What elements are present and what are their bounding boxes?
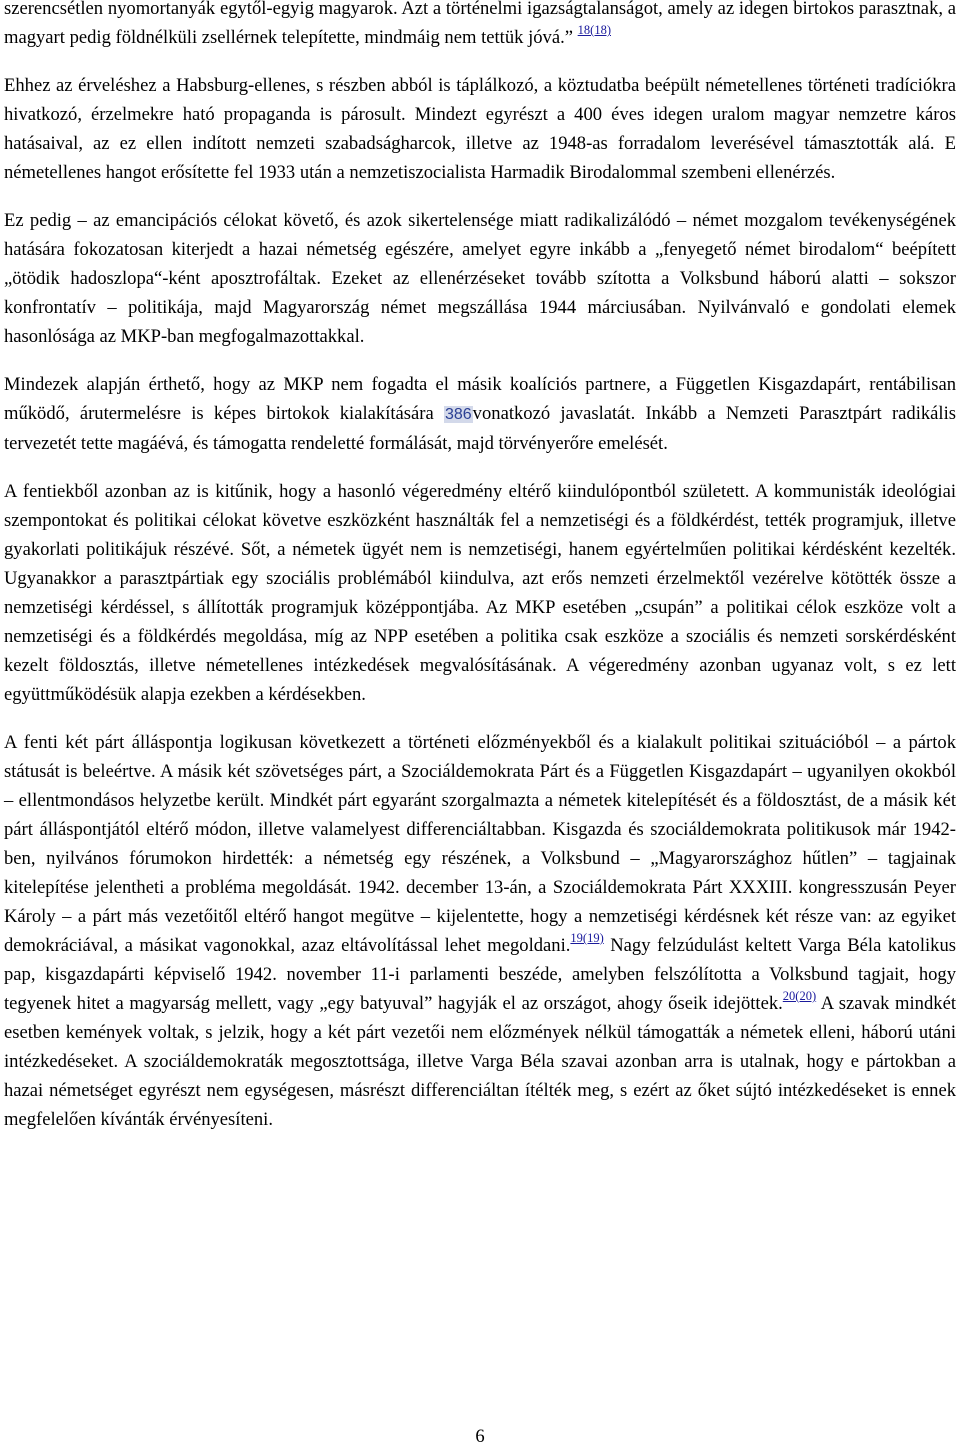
highlighted-number: 386 <box>444 406 472 423</box>
footnote-link-18[interactable]: 18(18) <box>577 23 611 37</box>
paragraph-text: szerencsétlen nyomortanyák egytől-egyig magyarok. Azt a történelmi igazságtalanságot, amely az idegen birtokos parasztnak, a magyart pedig földnélküli zsellérnek telepítette, mindmáig nem tettük jóvá.” <box>4 0 956 48</box>
paragraph-3: Ez pedig – az emancipációs célokat követő, és azok sikertelensége miatt radikalizálódó – német mozgalom tevékenységének hatására fokozatosan kiterjedt a hazai németség egészére, amelyet egyre inkább a „fenyegető német birodalom“ beépített „ötödik hadoszlopa“-ként aposztrofáltak. Ezeket az ellenérzéseket tovább szította a Volksbund háború alatti – sokszor konfrontatív – politikája, majd Magyarország német megszállása 1944 márciusában. Nyilvánvaló e gondolati elemek hasonlósága az MKP-ban megfogalmazottakkal. <box>4 210 956 347</box>
paragraph-text: A fenti két párt álláspontja logikusan következett a történeti előzményekből és a kialakult politikai szituációból – a pártok státusát is beleértve. A másik két szövetséges párt, a Szociáldemokrata Párt és a Független Kisgazdapárt – ugyanilyen okokból – ellentmondásos helyzetbe került. Mindkét párt egyaránt szorgalmazta a németek kitelepítését és a földosztást, de a másik két párt álláspontjától eltérő módon, illetve valamelyest differenciáltabban. Kisgazda és szociáldemokrata politikusok már 1942-ben, nyilvános fórumokon hirdették: a németség egy részének, a Volksbund – „Magyarországhoz hűtlen” – tagjainak kitelepítése jelentheti a probléma megoldását. 1942. december 13-án, a Szociáldemokrata Párt XXXIII. kongresszusán Peyer Károly – a párt más vezetőitől eltérő hangot megütve – kijelentette, hogy a nemzetiségi kérdésnek két része van: az egyiket demokráciával, a másikat vagonokkal, azaz eltávolítással lehet megoldani. <box>4 732 956 956</box>
paragraph-text: vonatkozó javaslatát. Inkább a Nemzeti Parasztpárt radikális tervezetét tette magáévá, és támogatta rendeletté formálását, majd törvényerőre emelését. <box>4 403 956 454</box>
footnote-link-19[interactable]: 19(19) <box>570 931 604 945</box>
footnote-link-20[interactable]: 20(20) <box>782 989 817 1003</box>
paragraph-6 <box>4 728 956 1134</box>
paragraph-text: A szavak mindkét esetben kemények voltak, s jelzik, hogy a két párt vezetői nem előzmények nélkül támogatták a németek elleni, háború utáni intézkedéseket. A szociáldemokraták megosztottsága, illetve Varga Béla szavai azonban arra is utalnak, hogy e pártokban a hazai németséget egyrészt nem egységesen, másrészt differenciáltan ítélték meg, s ezért az őket sújtó intézkedéseket is ennek megfelelően kívánták érvényesíteni. <box>4 993 956 1130</box>
paragraph-1 <box>4 0 956 52</box>
page-number: 6 <box>475 1426 485 1447</box>
paragraph-5: A fentiekből azonban az is kitűnik, hogy a hasonló végeredmény eltérő kiindulópontból született. A kommunisták ideológiai szempontokat és politikai célokat követve eszközként használták fel a nemzetiségi és a földkérdést, tették programjuk, illetve gyakorlati politikájuk részévé. Sőt, a németek ügyét nem is nemzetiségi, hanem egyértelműen politikai kérdésként kezelték. Ugyanakkor a parasztpártiak egy szociális problémából kiindulva, azt erős nemzeti érzelmektől vezérelve kötötték össze a nemzetiségi kérdéssel, s állították programjuk középpontjába. Az MKP esetében „csupán” a politikai célok eszköze volt a nemzetiségi és a földkérdés megoldása, míg az NPP esetében a politika csak eszköze a szociális és nemzeti sorskérdésként kezelt földosztás, illetve németellenes intézkedések megvalósításának. A végeredmény azonban ugyanaz volt, s ez lett együttműködésük alapja ezekben a kérdésekben. <box>4 481 956 705</box>
paragraph-4 <box>4 370 956 458</box>
paragraph-2: Ehhez az érveléshez a Habsburg-ellenes, s részben abból is táplálkozó, a köztudatba beépült németellenes történeti tradíciókra hivatkozó, érzelmekre ható propaganda is párosult. Mindezt egyrészt a 400 éves idegen uralom magyar nemzetre káros hatásaival, az ez ellen indított nemzeti szabadságharcok, illetve az 1948-as forradalom leverésével támasztották alá. E németellenes hangot erősítette fel 1933 után a nemzetiszocialista Harmadik Birodalommal szembeni ellenérzés. <box>4 75 956 183</box>
paragraph-text: Mindezek alapján érthető, hogy az MKP nem fogadta el másik koalíciós partnere, a Független Kisgazdapárt, rentábilisan működő, árutermelésre is képes birtokok kialakítására <box>4 374 956 424</box>
paragraph-text: Nagy felzúdulást keltett Varga Béla katolikus pap, kisgazdapárti képviselő 1942. november 11-i parlamenti beszéde, amelyben felszólította a Volksbund tagjait, hogy tegyenek hitet a magyarság mellett, vagy „egy batyuval” hagyják el az országot, ahogy őseik idejöttek. <box>4 935 956 1014</box>
